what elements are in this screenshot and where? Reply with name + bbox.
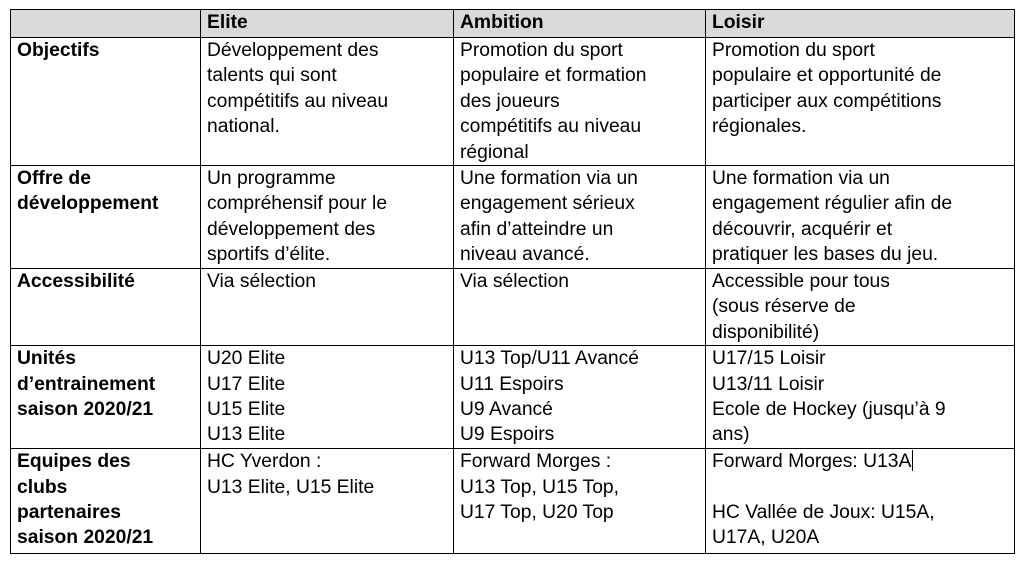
header-ambition: Ambition — [454, 10, 706, 38]
cell-objectifs-elite — [201, 38, 454, 166]
cell-line: Une formation via un — [712, 168, 890, 190]
cell-line: ans) — [712, 424, 750, 446]
cell-empty-line — [712, 475, 1008, 500]
cell-line: participer aux compétitions — [712, 90, 942, 112]
cell-line: régionales. — [712, 116, 807, 138]
cell-accessibilite-ambition — [454, 269, 706, 346]
row-label-line: Offre de — [17, 168, 91, 190]
row-label-line: développement — [17, 193, 159, 215]
row-label-accessibilite — [11, 269, 201, 346]
row-label-line: partenaires — [17, 502, 121, 524]
cell-line: national. — [207, 116, 280, 138]
cell-line: sportifs d’élite. — [207, 244, 331, 266]
cell-accessibilite-elite — [201, 269, 454, 346]
row-unites-entrainement — [11, 346, 1015, 449]
header-row — [11, 10, 1015, 38]
cell-line-with-cursor[interactable] — [712, 449, 1008, 474]
cell-line: Forward Morges: U13A — [712, 451, 912, 473]
cell-line: U11 Espoirs — [460, 373, 564, 395]
row-offre-developpement — [11, 166, 1015, 269]
cell-line: afin d’atteindre un — [460, 218, 614, 240]
cell-line: compréhensif pour le — [207, 193, 388, 215]
cell-line: Un programme — [207, 168, 336, 190]
cell-equipes-elite — [201, 449, 454, 554]
cell-line: (sous réserve de — [712, 296, 856, 318]
header-loisir: Loisir — [706, 10, 1015, 38]
cell-line: compétitifs au niveau — [460, 116, 642, 138]
cell-line: populaire et formation — [460, 65, 647, 87]
cell-objectifs-ambition — [454, 38, 706, 166]
cell-line: U17 Top, U20 Top — [460, 502, 614, 524]
cell-line: Via sélection — [207, 271, 316, 293]
row-label-objectifs — [11, 38, 201, 166]
text-cursor — [912, 450, 913, 471]
row-label-offre-developpement — [11, 166, 201, 269]
cell-line: U15 Elite — [207, 399, 286, 421]
cell-line: U13/11 Loisir — [712, 373, 825, 395]
cell-offre-loisir — [706, 166, 1015, 269]
cell-line: talents qui sont — [207, 65, 337, 87]
cell-line: des joueurs — [460, 90, 560, 112]
row-label-line: saison 2020/21 — [17, 399, 154, 421]
cell-line: Une formation via un — [460, 168, 638, 190]
cell-line: découvrir, acquérir et — [712, 218, 893, 240]
row-label-line: d’entrainement — [17, 373, 156, 395]
cell-line: développement des — [207, 218, 376, 240]
cell-offre-elite — [201, 166, 454, 269]
cell-line: HC Yverdon : — [207, 451, 322, 473]
row-label-line: Equipes des — [17, 451, 131, 473]
cell-line: Promotion du sport — [712, 40, 875, 61]
header-elite: Elite — [201, 10, 454, 38]
cell-line: engagement régulier afin de — [712, 193, 953, 215]
row-label-line: clubs — [17, 476, 68, 498]
cell-line: compétitifs au niveau — [207, 90, 389, 112]
cell-line: Ecole de Hockey (jusqu’à 9 — [712, 399, 946, 421]
row-label-line: saison 2020/21 — [17, 527, 154, 549]
cell-objectifs-loisir — [706, 38, 1015, 166]
cell-accessibilite-loisir — [706, 269, 1015, 346]
cell-line: régional — [460, 141, 529, 163]
cell-line: U13 Elite, U15 Elite — [207, 476, 375, 498]
cell-offre-ambition — [454, 166, 706, 269]
cell-unites-ambition — [454, 346, 706, 449]
row-label-line: Unités — [17, 348, 76, 370]
cell-line: U13 Elite — [207, 424, 286, 446]
cell-line: disponibilité) — [712, 321, 820, 343]
cell-line: U9 Avancé — [460, 399, 553, 421]
cell-line: Accessible pour tous — [712, 271, 890, 293]
cell-line: U17A, U20A — [712, 527, 820, 549]
row-objectifs — [11, 38, 1015, 166]
row-label-line: Accessibilité — [17, 271, 135, 293]
cell-line: U17/15 Loisir — [712, 348, 826, 370]
cell-line: pratiquer les bases du jeu. — [712, 244, 939, 266]
cell-unites-loisir — [706, 346, 1015, 449]
cell-line: engagement sérieux — [460, 193, 635, 215]
cell-equipes-ambition — [454, 449, 706, 554]
cell-equipes-loisir[interactable] — [706, 449, 1015, 554]
cell-line: Développement des — [207, 40, 379, 61]
cell-line: Forward Morges : — [460, 451, 612, 473]
cell-line: U13 Top, U15 Top, — [460, 476, 620, 498]
row-accessibilite — [11, 269, 1015, 346]
row-label-equipes-partenaires — [11, 449, 201, 554]
cell-line: Via sélection — [460, 271, 569, 293]
cell-line: populaire et opportunité de — [712, 65, 942, 87]
cell-line: U20 Elite — [207, 348, 286, 370]
document-page — [10, 9, 1014, 559]
club-levels-table — [10, 9, 1015, 554]
header-corner-cell — [11, 10, 201, 38]
cell-line: Promotion du sport — [460, 40, 623, 61]
cell-line: U17 Elite — [207, 373, 286, 395]
cell-line: U13 Top/U11 Avancé — [460, 348, 640, 370]
row-equipes-partenaires — [11, 449, 1015, 554]
cell-line: HC Vallée de Joux: U15A, — [712, 502, 935, 524]
cell-line: U9 Espoirs — [460, 424, 555, 446]
row-label-line: Objectifs — [17, 40, 100, 61]
cell-unites-elite — [201, 346, 454, 449]
row-label-unites-entrainement — [11, 346, 201, 449]
cell-line: niveau avancé. — [460, 244, 590, 266]
